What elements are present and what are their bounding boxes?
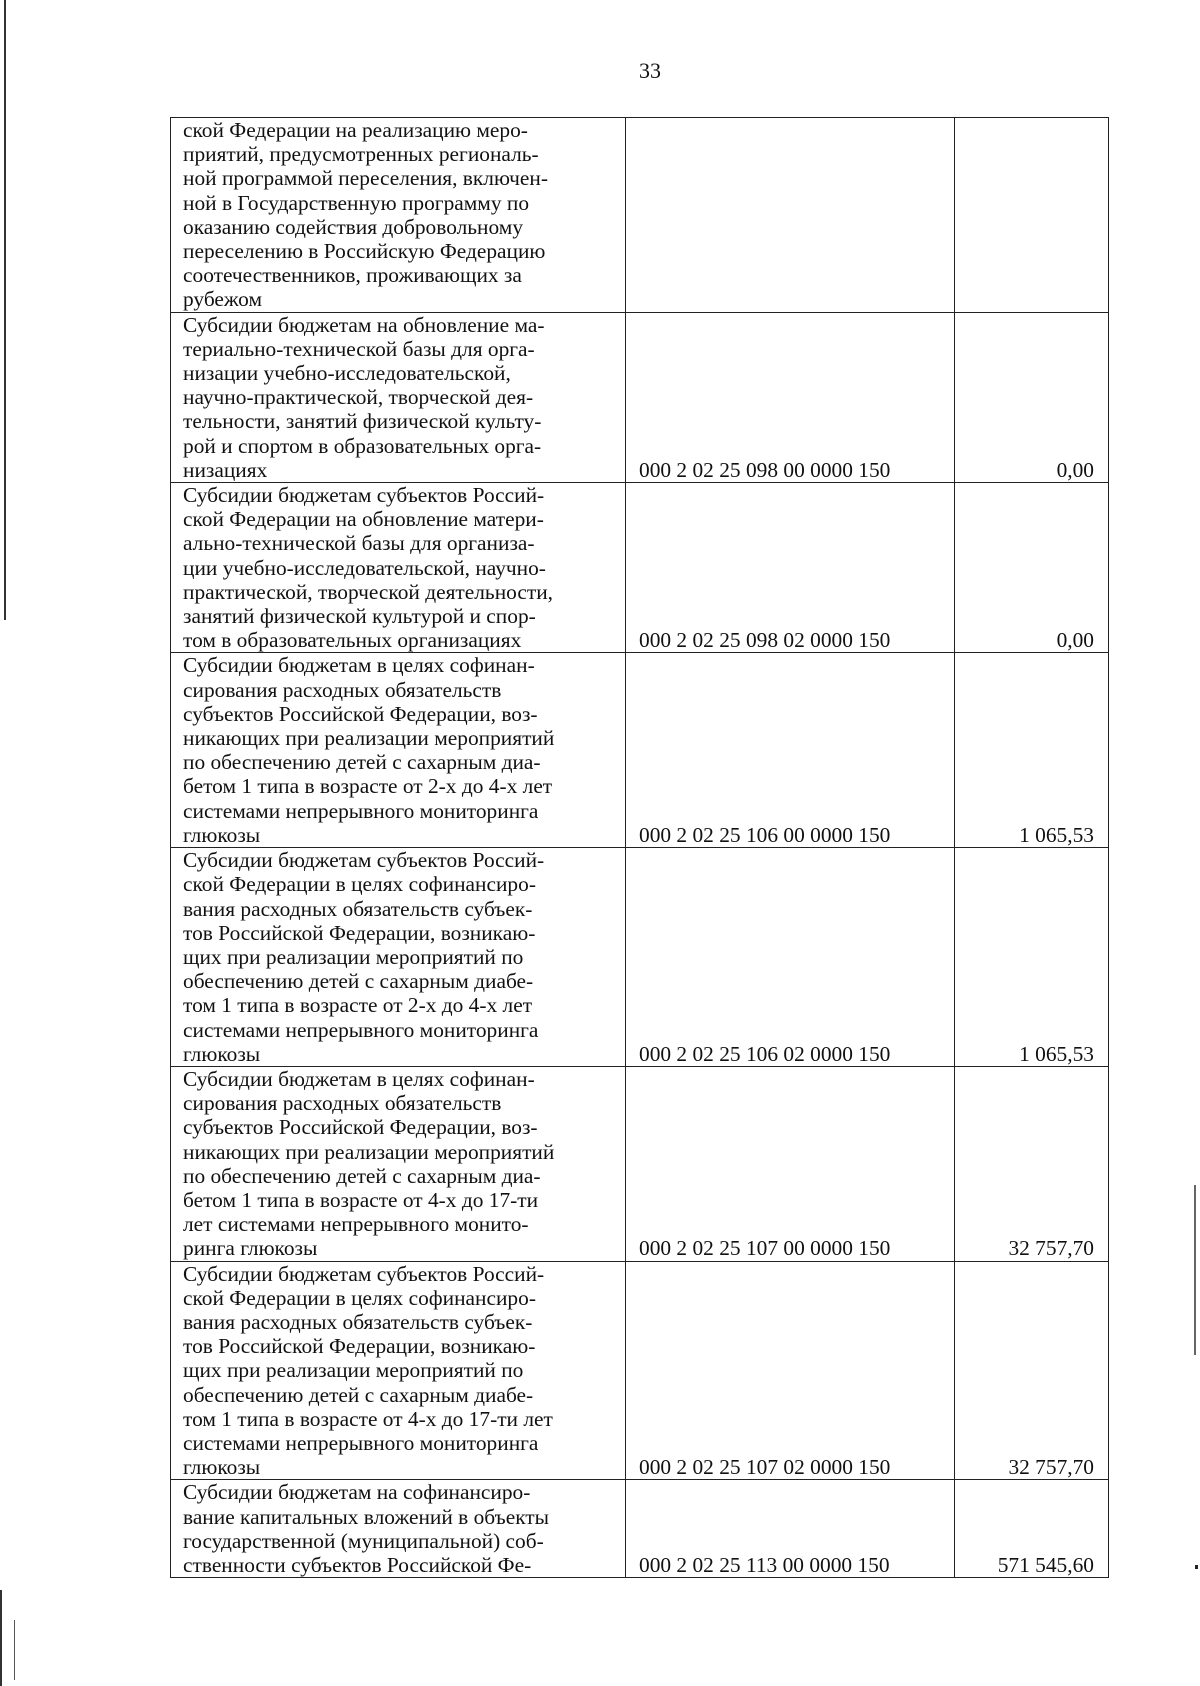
description-line: тов Российской Федерации, возникаю- (183, 1334, 536, 1359)
description-line: Субсидии бюджетам в целях софинан- (183, 1066, 535, 1091)
budget-code-cell: 000 2 02 25 113 00 0000 150 (626, 1480, 955, 1578)
description-line: обеспечению детей с сахарным диабе- (183, 1382, 534, 1407)
amount-cell: 0,00 (955, 483, 1109, 653)
description-line: бетом 1 типа в возрасте от 2-х до 4-х лет (183, 774, 553, 799)
description-line: том 1 типа в возрасте от 4-х до 17-ти лет (183, 1406, 553, 1431)
budget-code-cell: 000 2 02 25 107 00 0000 150 (626, 1066, 955, 1261)
scan-edge-right (1194, 1185, 1196, 1355)
amount-cell: 32 757,70 (955, 1066, 1109, 1261)
description-line: щих при реализации мероприятий по (183, 1358, 524, 1383)
description-line: государственной (муниципальной) соб- (183, 1528, 544, 1553)
scan-edge-left (4, 0, 6, 620)
amount-cell: 571 545,60 (955, 1480, 1109, 1578)
description-line: научно-практической, творческой дея- (183, 385, 534, 410)
description-line: ской Федерации на обновление матери- (183, 507, 544, 532)
amount-cell: 32 757,70 (955, 1261, 1109, 1480)
budget-code-cell (626, 118, 955, 313)
description-line: ской Федерации на реализацию меро- (183, 118, 528, 142)
description-line: ринга глюкозы (183, 1236, 318, 1261)
description-cell (171, 1480, 626, 1578)
description-cell (171, 1261, 626, 1480)
description-line: системами непрерывного мониторинга (183, 798, 539, 823)
description-line: Субсидии бюджетам субъектов Россий- (183, 1261, 545, 1286)
description-line: Субсидии бюджетам субъектов Россий- (183, 483, 545, 508)
description-cell (171, 483, 626, 653)
description-line: приятий, предусмотренных региональ- (183, 142, 539, 167)
description-line: том в образовательных организациях (183, 628, 522, 653)
description-line: тельности, занятий физической культу- (183, 409, 542, 434)
page-number: 33 (639, 58, 661, 83)
description-line: териально-технической базы для орга- (183, 336, 535, 361)
table-row (171, 483, 1109, 653)
description-line: щих при реализации мероприятий по (183, 944, 524, 969)
budget-code-cell: 000 2 02 25 098 02 0000 150 (626, 483, 955, 653)
description-line: низации учебно-исследовательской, (183, 361, 511, 386)
description-line: ной в Государственную программу по (183, 190, 530, 215)
description-line: ально-технической базы для организа- (183, 531, 535, 556)
description-line: никающих при реализации мероприятий (183, 726, 555, 751)
table-row (171, 1480, 1109, 1578)
description-cell (171, 1066, 626, 1261)
description-line: соотечественников, проживающих за (183, 263, 522, 288)
description-line: глюкозы (183, 1041, 261, 1066)
description-line: оказанию содействия добровольному (183, 214, 524, 239)
scan-edge-right-mark (1195, 1565, 1198, 1569)
description-line: рубежом (183, 287, 262, 312)
description-line: вания расходных обязательств субъек- (183, 1309, 533, 1334)
description-line: ственности субъектов Российской Фе- (183, 1552, 532, 1577)
description-cell (171, 848, 626, 1067)
description-line: ции учебно-исследовательской, научно- (183, 555, 546, 580)
description-line: субъектов Российской Федерации, воз- (183, 701, 538, 726)
table-row (171, 312, 1109, 482)
description-line: Субсидии бюджетам на обновление ма- (183, 312, 545, 337)
table-row (171, 1261, 1109, 1480)
description-line: глюкозы (183, 822, 261, 847)
budget-code-cell: 000 2 02 25 098 00 0000 150 (626, 312, 955, 482)
description-line: тов Российской Федерации, возникаю- (183, 920, 536, 945)
description-line: Субсидии бюджетам на софинансиро- (183, 1480, 531, 1505)
amount-cell: 1 065,53 (955, 848, 1109, 1067)
table-row (171, 1066, 1109, 1261)
amount-cell (955, 118, 1109, 313)
description-cell (171, 312, 626, 482)
description-line: низациях (183, 457, 268, 482)
description-cell (171, 118, 626, 313)
description-line: бетом 1 типа в возрасте от 4-х до 17-ти (183, 1187, 539, 1212)
description-line: том 1 типа в возрасте от 2-х до 4-х лет (183, 993, 533, 1018)
description-line: переселению в Российскую Федерацию (183, 239, 546, 264)
budget-code-cell: 000 2 02 25 106 02 0000 150 (626, 848, 955, 1067)
description-line: глюкозы (183, 1455, 261, 1480)
budget-code-cell: 000 2 02 25 106 00 0000 150 (626, 653, 955, 848)
table-row (171, 118, 1109, 313)
description-line: ской Федерации в целях софинансиро- (183, 872, 536, 897)
description-line: Субсидии бюджетам в целях софинан- (183, 653, 535, 678)
description-line: никающих при реализации мероприятий (183, 1139, 555, 1164)
description-line: вания расходных обязательств субъек- (183, 896, 533, 921)
description-line: сирования расходных обязательств (183, 1091, 502, 1116)
description-line: обеспечению детей с сахарным диабе- (183, 969, 534, 994)
description-line: вание капитальных вложений в объекты (183, 1504, 550, 1529)
budget-table-body (171, 118, 1109, 1578)
description-line: ской Федерации в целях софинансиро- (183, 1285, 536, 1310)
amount-cell: 1 065,53 (955, 653, 1109, 848)
description-line: системами непрерывного мониторинга (183, 1017, 539, 1042)
table-row (171, 653, 1109, 848)
description-line: Субсидии бюджетам субъектов Россий- (183, 848, 545, 873)
description-line: ной программой переселения, включен- (183, 166, 548, 191)
description-line: по обеспечению детей с сахарным диа- (183, 1163, 541, 1188)
budget-code-cell: 000 2 02 25 107 02 0000 150 (626, 1261, 955, 1480)
description-line: субъектов Российской Федерации, воз- (183, 1115, 538, 1140)
description-cell (171, 653, 626, 848)
description-line: сирования расходных обязательств (183, 677, 502, 702)
amount-cell: 0,00 (955, 312, 1109, 482)
budget-table (170, 117, 1109, 1578)
description-line: по обеспечению детей с сахарным диа- (183, 750, 541, 775)
description-line: практической, творческой деятельности, (183, 579, 554, 604)
description-line: лет системами непрерывного монито- (183, 1212, 529, 1237)
scan-edge-left-mark (14, 1620, 15, 1680)
description-line: рой и спортом в образовательных орга- (183, 433, 542, 458)
table-row (171, 848, 1109, 1067)
description-line: системами непрерывного мониторинга (183, 1430, 539, 1455)
scan-edge-left-lower (0, 1590, 2, 1686)
description-line: занятий физической культурой и спор- (183, 604, 536, 629)
